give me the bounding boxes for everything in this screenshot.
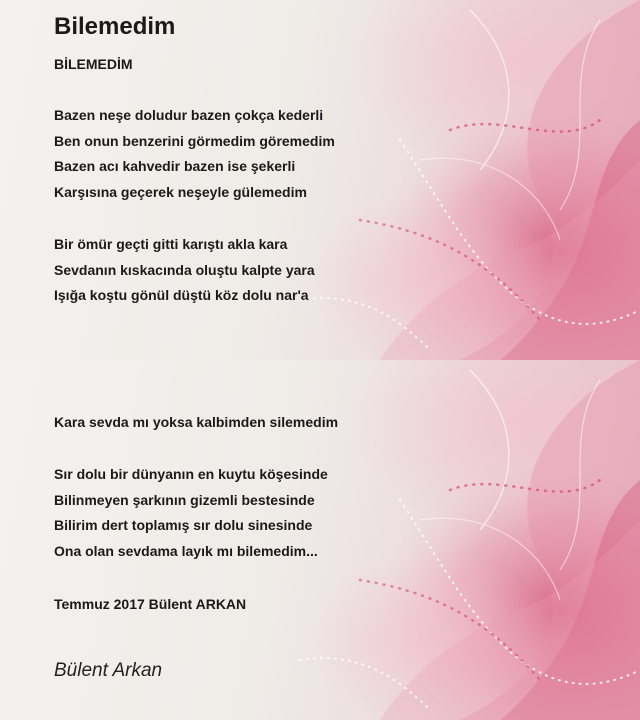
poem-line: Sır dolu bir dünyanın en kuytu köşesinde bbox=[54, 466, 328, 482]
author-name: Bülent Arkan bbox=[54, 660, 163, 681]
poem-date-line: Temmuz 2017 Bülent ARKAN bbox=[54, 596, 247, 612]
stanza-3 bbox=[54, 410, 338, 436]
stanza-4 bbox=[54, 462, 328, 564]
poem-line: Bazen acı kahvedir bazen ise şekerli bbox=[54, 158, 296, 174]
poem-line: Kara sevda mı yoksa kalbimden silemedim bbox=[54, 414, 339, 430]
poem-line: Ben onun benzerini görmedim göremedim bbox=[54, 132, 335, 149]
poem-line: Işığa koştu gönül düştü köz dolu nar'a bbox=[54, 287, 309, 303]
poem-line: Ona olan sevdama layık mı bilemedim... bbox=[54, 542, 318, 559]
poem-line: Bilirim dert toplamış sır dolu sinesinde bbox=[54, 517, 313, 533]
page-title: Bilemedim bbox=[54, 13, 176, 40]
stanza-2 bbox=[54, 232, 315, 309]
stanza-1 bbox=[54, 103, 335, 205]
poem-signature bbox=[54, 592, 246, 618]
poem-line: Bilinmeyen şarkının gizemli bestesinde bbox=[54, 491, 315, 508]
poem-line: Bazen neşe doludur bazen çokça kederli bbox=[54, 107, 324, 123]
poem-line: Sevdanın kıskacında oluştu kalpte yara bbox=[54, 261, 315, 278]
poem-line: Karşısına geçerek neşeyle gülemedim bbox=[54, 183, 307, 200]
poem-subtitle: BİLEMEDİM bbox=[54, 56, 133, 72]
poem-line: Bir ömür geçti gitti karıştı akla kara bbox=[54, 236, 288, 252]
